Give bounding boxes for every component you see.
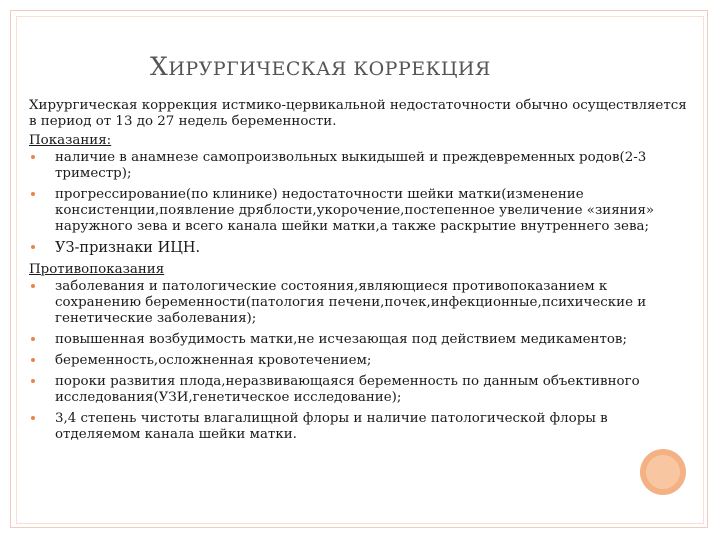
slide-title-first-letter: Х [150, 52, 169, 81]
slide-title-rest: ИРУРГИЧЕСКАЯ КОРРЕКЦИЯ [168, 58, 491, 80]
slide-title [150, 52, 491, 81]
contraindications-list [29, 279, 689, 443]
intro-paragraph: Хирургическая коррекция истмико-цервикальной недостаточности обычно осуществляется в период от 13 до 27 недель беременности. [29, 98, 687, 129]
bullet-icon [31, 379, 35, 383]
bullet-icon [31, 358, 35, 362]
list-item-text: повышенная возбудимость матки,не исчезающая под действием медикаментов; [55, 332, 627, 347]
list-item [29, 187, 689, 235]
decorative-circle-inner [646, 455, 680, 489]
indications-list [29, 150, 689, 257]
indications-heading: Показания: [29, 133, 112, 148]
bullet-icon [31, 245, 35, 249]
list-item [29, 240, 689, 257]
list-item [29, 332, 689, 348]
list-item-text: прогрессирование(по клинике) недостаточности шейки матки(изменение консистенции,появление дряблости,укорочение,постепенное увеличение «зияния» наружного зева и всего канала шейки матки,а также раскрытие внутреннего зева; [55, 187, 655, 234]
decorative-circle [640, 449, 686, 495]
list-item [29, 374, 689, 406]
list-item [29, 353, 689, 369]
list-item [29, 279, 689, 327]
list-item [29, 411, 689, 443]
list-item-text: беременность,осложненная кровотечением; [55, 353, 372, 368]
bullet-icon [31, 284, 35, 288]
bullet-icon [31, 337, 35, 341]
list-item-text: наличие в анамнезе самопроизвольных выкидышей и преждевременных родов(2-3 триместр); [55, 150, 647, 181]
list-item-text: 3,4 степень чистоты влагалищной флоры и наличие патологической флоры в отделяемом канала шейки матки. [55, 411, 608, 442]
list-item-text: заболевания и патологические состояния,являющиеся противопоказанием к сохранению беременности(патология печени,почек,инфекционные,психические и генетические заболевания); [55, 279, 647, 326]
slide-content [29, 98, 689, 448]
bullet-icon [31, 192, 35, 196]
list-item [29, 150, 689, 182]
contraindications-heading: Противопоказания [29, 262, 165, 277]
list-item-text: УЗ-признаки ИЦН. [55, 240, 201, 256]
bullet-icon [31, 155, 35, 159]
list-item-text: пороки развития плода,неразвивающаяся беременность по данным объективного исследования(УЗИ,генетическое исследование); [55, 374, 640, 405]
bullet-icon [31, 416, 35, 420]
